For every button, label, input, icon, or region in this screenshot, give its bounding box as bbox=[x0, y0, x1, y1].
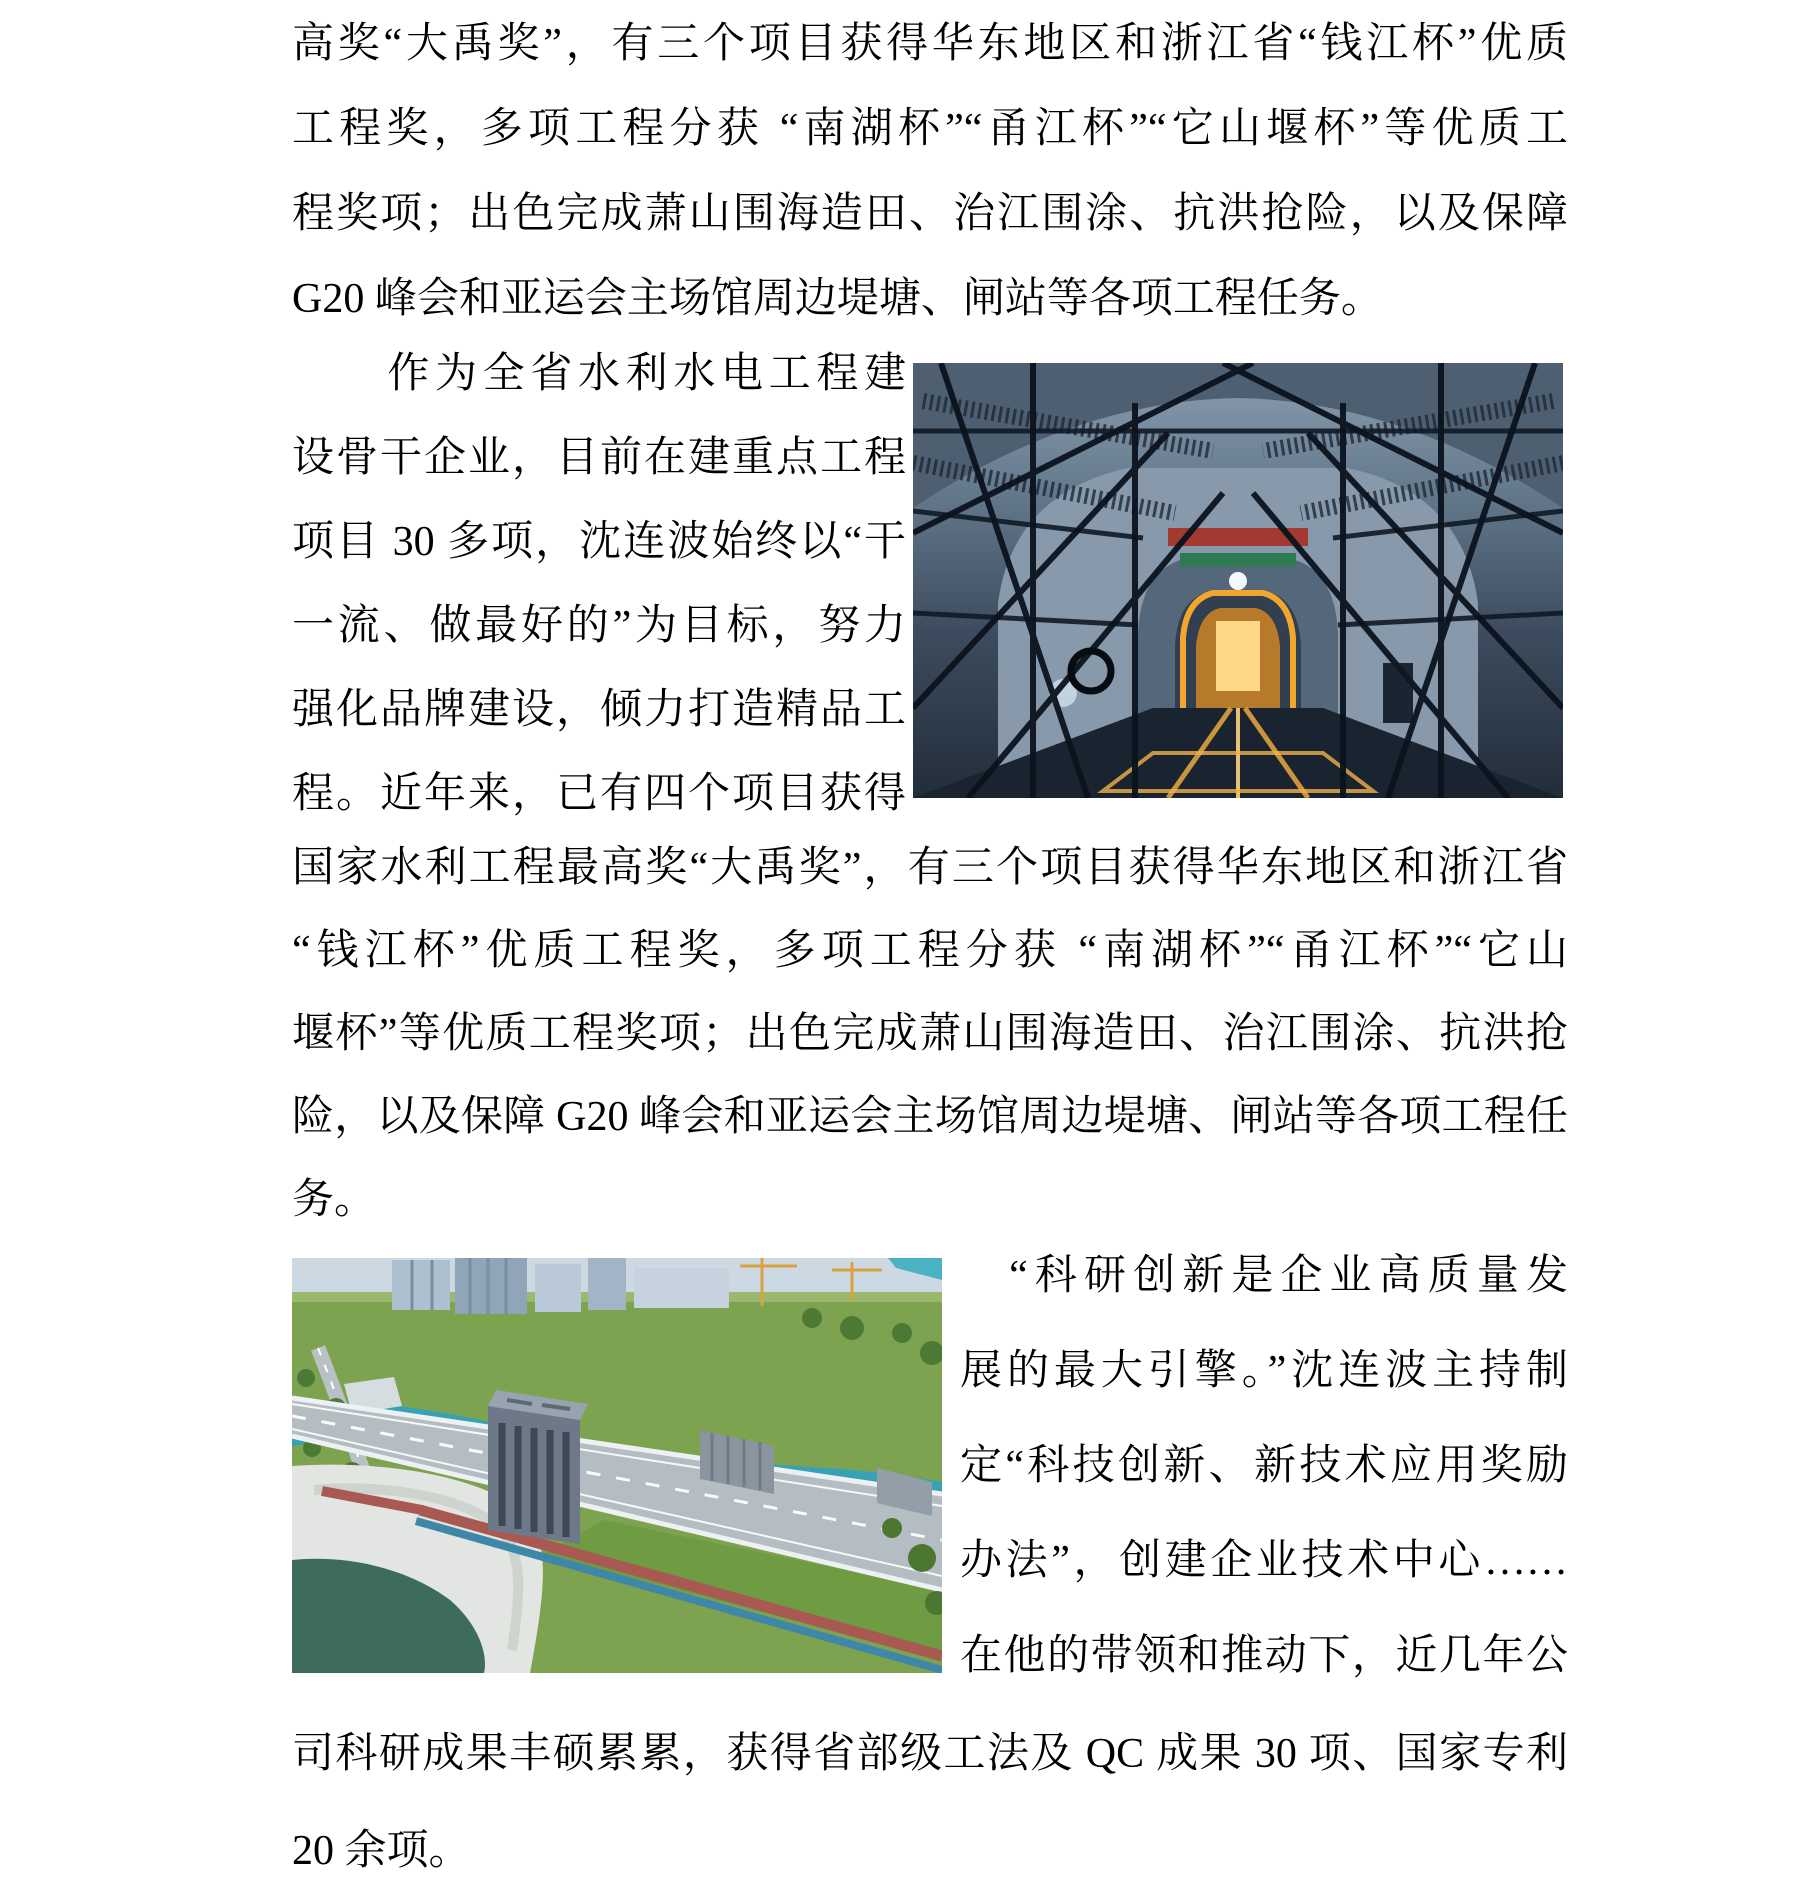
paragraph-beside-aerial-photo bbox=[960, 1229, 1568, 1704]
text-line: 司科研成果丰硕累累，获得省部级工法及 QC 成果 30 项、国家专利 bbox=[292, 1731, 1568, 1777]
text-line: 项目 30 多项，沈连波始终以“干 bbox=[292, 519, 906, 565]
text-line: 程。近年来，已有四个项目获得 bbox=[292, 771, 906, 817]
text-line: “科研创新是企业高质量发 bbox=[960, 1253, 1568, 1299]
text-line: 定“科技创新、新技术应用奖励 bbox=[960, 1443, 1568, 1489]
paragraph-beside-tunnel-photo bbox=[292, 332, 906, 836]
text-line: 强化品牌建设，倾力打造精品工 bbox=[292, 687, 906, 733]
aerial-sluice-gate-photo bbox=[292, 1258, 942, 1673]
text-line: G20 峰会和亚运会主场馆周边堤塘、闸站等各项工程任务。 bbox=[292, 276, 1383, 322]
text-line: 20 余项。 bbox=[292, 1828, 471, 1874]
text-line: 务。 bbox=[292, 1177, 377, 1223]
text-line: “钱江杯”优质工程奖，多项工程分获 “南湖杯”“甬江杯”“它山 bbox=[292, 928, 1568, 974]
text-line: 堰杯”等优质工程奖项；出色完成萧山围海造田、治江围涂、抗洪抢 bbox=[292, 1011, 1568, 1057]
text-line: 办法”，创建企业技术中心…… bbox=[960, 1538, 1568, 1584]
text-line: 展的最大引擎。”沈连波主持制 bbox=[960, 1348, 1568, 1394]
text-line: 一流、做最好的”为目标，努力 bbox=[292, 603, 906, 649]
tunnel-construction-photo bbox=[913, 363, 1563, 798]
paragraph-bottom bbox=[292, 1706, 1568, 1900]
paragraph-top bbox=[292, 2, 1568, 342]
text-line: 险，以及保障 G20 峰会和亚运会主场馆周边堤塘、闸站等各项工程任 bbox=[292, 1094, 1568, 1140]
text-line: 在他的带领和推动下，近几年公 bbox=[960, 1633, 1568, 1679]
text-line: 工程奖，多项工程分获 “南湖杯”“甬江杯”“它山堰杯”等优质工 bbox=[292, 106, 1568, 152]
text-line: 国家水利工程最高奖“大禹奖”，有三个项目获得华东地区和浙江省 bbox=[292, 845, 1568, 891]
text-line: 程奖项；出色完成萧山围海造田、治江围涂、抗洪抢险，以及保障 bbox=[292, 191, 1568, 237]
text-line: 高奖“大禹奖”，有三个项目获得华东地区和浙江省“钱江杯”优质 bbox=[292, 21, 1568, 67]
text-line: 设骨干企业，目前在建重点工程 bbox=[292, 435, 906, 481]
text-line: 作为全省水利水电工程建 bbox=[292, 351, 906, 397]
paragraph-middle bbox=[292, 827, 1568, 1242]
tunnel-photo-art bbox=[913, 363, 1563, 798]
aerial-photo-art bbox=[292, 1258, 942, 1673]
